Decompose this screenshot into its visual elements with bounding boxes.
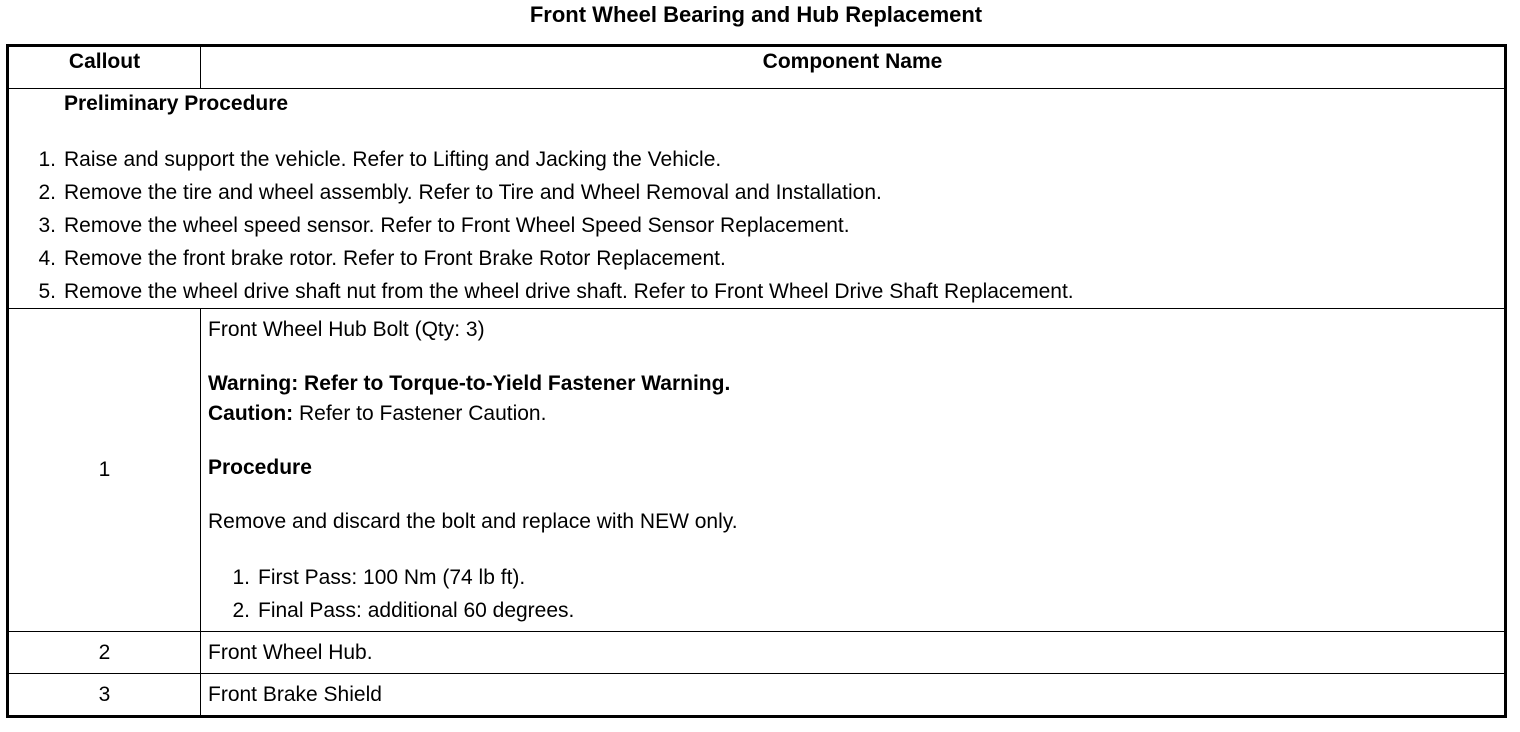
step-number: 2. [232, 599, 250, 622]
procedure-text: Remove and discard the bolt and replace with NEW only. [208, 510, 738, 533]
list-item [9, 275, 1504, 308]
preliminary-procedure-row [8, 89, 1506, 309]
callout-number: 2 [8, 632, 201, 674]
component-name: Front Brake Shield [201, 674, 1506, 717]
component-name: Front Wheel Hub Bolt (Qty: 3) [208, 318, 485, 341]
preliminary-procedure-cell [8, 89, 1506, 309]
procedure-table [6, 44, 1507, 718]
preliminary-steps-list [9, 143, 1504, 308]
column-header-callout: Callout [8, 46, 201, 89]
list-item [208, 561, 1504, 594]
step-text: Final Pass: additional 60 degrees. [258, 599, 575, 622]
step-text: Raise and support the vehicle. Refer to Lifting and Jacking the Vehicle. [64, 148, 722, 171]
step-number: 1. [38, 148, 56, 171]
column-header-component-name: Component Name [201, 46, 1506, 89]
list-item [208, 594, 1504, 627]
document-title: Front Wheel Bearing and Hub Replacement [529, 2, 983, 27]
step-number: 4. [38, 247, 56, 270]
caution-text: Refer to Fastener Caution. [293, 402, 547, 425]
list-item [9, 176, 1504, 209]
procedure-heading: Procedure [208, 456, 312, 479]
step-text: Remove the front brake rotor. Refer to Front Brake Rotor Replacement. [64, 247, 726, 270]
step-number: 2. [38, 181, 56, 204]
caution-label: Caution: [208, 402, 294, 425]
step-number: 5. [38, 280, 56, 303]
torque-steps-list [208, 561, 1504, 627]
component-name: Front Wheel Hub. [201, 632, 1506, 674]
step-text: Remove the tire and wheel assembly. Refer to Tire and Wheel Removal and Installation. [64, 181, 882, 204]
preliminary-procedure-heading: Preliminary Procedure [64, 92, 289, 115]
callout-number: 1 [8, 309, 201, 632]
warning-text: Warning: Refer to Torque-to-Yield Fastener Warning. [208, 372, 731, 395]
step-number: 3. [38, 214, 56, 237]
table-row [8, 309, 1506, 632]
step-text: Remove the wheel drive shaft nut from the wheel drive shaft. Refer to Front Wheel Drive Shaft Replacement. [64, 280, 1074, 303]
list-item [9, 143, 1504, 176]
step-text: First Pass: 100 Nm (74 lb ft). [258, 566, 526, 589]
table-header-row [8, 46, 1506, 89]
caution-line [208, 399, 1504, 429]
component-cell [201, 309, 1506, 632]
step-text: Remove the wheel speed sensor. Refer to Front Wheel Speed Sensor Replacement. [64, 214, 850, 237]
callout-number: 3 [8, 674, 201, 717]
table-row [8, 674, 1506, 717]
step-number: 1. [232, 566, 250, 589]
table-row [8, 632, 1506, 674]
list-item [9, 242, 1504, 275]
list-item [9, 209, 1504, 242]
